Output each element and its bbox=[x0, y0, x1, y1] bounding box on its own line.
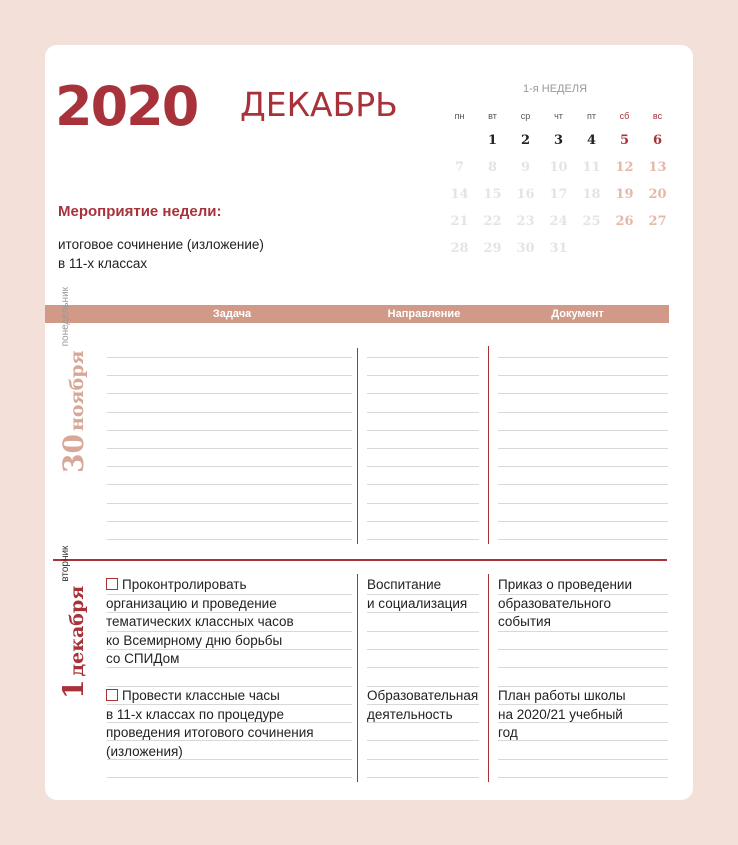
ruled-line bbox=[498, 412, 668, 413]
calendar-day: 29 bbox=[483, 241, 502, 256]
direction-text: деятельность bbox=[367, 706, 453, 722]
task-text: Провести классные часы bbox=[122, 688, 280, 703]
ruled-line bbox=[107, 412, 352, 413]
event-line: в 11-х классах bbox=[58, 256, 148, 271]
ruled-line bbox=[498, 759, 668, 760]
ruled-line bbox=[107, 466, 352, 467]
calendar-day: 1 bbox=[487, 133, 498, 148]
document-text: год bbox=[498, 725, 518, 740]
year-title: 2020 bbox=[55, 75, 198, 138]
document-entry bbox=[498, 576, 632, 632]
document-text: План работы школы bbox=[498, 688, 626, 703]
ruled-line bbox=[367, 430, 479, 431]
ruled-line bbox=[107, 521, 352, 522]
day-month: декабря bbox=[66, 585, 88, 677]
calendar-day: 5 bbox=[619, 133, 630, 148]
ruled-line bbox=[498, 521, 668, 522]
month-title: ДЕКАБРЬ bbox=[240, 85, 398, 124]
ruled-line bbox=[367, 740, 479, 741]
task-text: в 11-х классах по процедуре bbox=[106, 706, 285, 722]
document-text: на 2020/21 учебный bbox=[498, 706, 623, 722]
ruled-line bbox=[367, 667, 479, 668]
planner-card bbox=[45, 45, 693, 800]
ruled-line bbox=[367, 521, 479, 522]
task-entry bbox=[106, 576, 294, 669]
calendar-day: 13 bbox=[648, 160, 667, 175]
column-divider bbox=[357, 574, 358, 782]
task-text: тематических классных часов bbox=[106, 614, 294, 629]
ruled-line bbox=[498, 375, 668, 376]
document-text: образовательного bbox=[498, 595, 611, 611]
calendar-day: 27 bbox=[648, 214, 667, 229]
ruled-line bbox=[367, 393, 479, 394]
calendar-weekday: вт bbox=[488, 111, 497, 121]
task-text: (изложения) bbox=[106, 743, 183, 759]
ruled-line bbox=[367, 539, 479, 540]
ruled-line bbox=[367, 759, 479, 760]
calendar-day: 10 bbox=[549, 160, 568, 175]
ruled-line bbox=[367, 484, 479, 485]
ruled-line bbox=[367, 357, 479, 358]
calendar-day: 16 bbox=[516, 187, 535, 202]
ruled-line bbox=[367, 375, 479, 376]
calendar-weekday: пт bbox=[587, 111, 596, 121]
column-divider bbox=[488, 574, 489, 782]
ruled-line bbox=[498, 777, 668, 778]
ruled-line bbox=[367, 412, 479, 413]
calendar-day: 12 bbox=[615, 160, 634, 175]
calendar-day: 26 bbox=[615, 214, 634, 229]
checkbox-icon[interactable] bbox=[106, 578, 118, 590]
ruled-line bbox=[107, 484, 352, 485]
direction-entry bbox=[367, 687, 478, 724]
ruled-line bbox=[367, 503, 479, 504]
direction-entry bbox=[367, 576, 467, 613]
day-number: 30 bbox=[57, 434, 90, 473]
ruled-line bbox=[498, 357, 668, 358]
calendar-day: 2 bbox=[520, 133, 531, 148]
day-separator bbox=[53, 559, 667, 561]
ruled-line bbox=[367, 631, 479, 632]
column-header-bar bbox=[45, 305, 669, 323]
event-of-week-text bbox=[58, 235, 318, 273]
calendar-day: 6 bbox=[652, 133, 663, 148]
calendar-day: 19 bbox=[615, 187, 634, 202]
task-text: Проконтролировать bbox=[122, 577, 247, 592]
ruled-line bbox=[498, 484, 668, 485]
calendar-day: 3 bbox=[553, 133, 564, 148]
week-label: 1-я НЕДЕЛЯ bbox=[522, 83, 588, 95]
calendar-day: 11 bbox=[582, 160, 601, 175]
ruled-line bbox=[367, 448, 479, 449]
calendar-day: 17 bbox=[549, 187, 568, 202]
column-divider bbox=[357, 348, 358, 544]
calendar-weekday: пн bbox=[454, 111, 465, 121]
ruled-line bbox=[498, 466, 668, 467]
ruled-line bbox=[367, 466, 479, 467]
calendar-weekday: чт bbox=[554, 111, 563, 121]
calendar-day: 9 bbox=[520, 160, 531, 175]
calendar-day: 22 bbox=[483, 214, 502, 229]
checkbox-icon[interactable] bbox=[106, 689, 118, 701]
calendar-day: 28 bbox=[450, 241, 469, 256]
ruled-line bbox=[367, 777, 479, 778]
ruled-line bbox=[107, 357, 352, 358]
ruled-line bbox=[498, 448, 668, 449]
calendar-day: 30 bbox=[516, 241, 535, 256]
task-text: со СПИДом bbox=[106, 651, 180, 666]
column-header-task: Задача bbox=[212, 308, 252, 320]
document-text: события bbox=[498, 614, 551, 629]
calendar-day: 21 bbox=[450, 214, 469, 229]
ruled-line bbox=[107, 539, 352, 540]
task-text: организацию и проведение bbox=[106, 595, 277, 611]
ruled-line bbox=[107, 430, 352, 431]
day-weekday: вторник bbox=[60, 545, 71, 582]
ruled-line bbox=[107, 375, 352, 376]
event-of-week-title: Мероприятие недели: bbox=[58, 203, 222, 220]
calendar-day: 18 bbox=[582, 187, 601, 202]
calendar-weekday: вс bbox=[652, 111, 663, 121]
calendar-weekday: ср bbox=[520, 111, 531, 121]
ruled-line bbox=[107, 448, 352, 449]
mini-calendar bbox=[443, 105, 674, 262]
calendar-day: 20 bbox=[648, 187, 667, 202]
calendar-day: 7 bbox=[454, 160, 465, 175]
calendar-day: 24 bbox=[549, 214, 568, 229]
ruled-line bbox=[107, 777, 352, 778]
column-divider bbox=[488, 346, 489, 544]
calendar-day: 14 bbox=[450, 187, 469, 202]
direction-text: Образовательная bbox=[367, 688, 479, 703]
direction-text: и социализация bbox=[367, 595, 468, 611]
calendar-day: 8 bbox=[487, 160, 498, 175]
ruled-line bbox=[498, 393, 668, 394]
ruled-line bbox=[367, 649, 479, 650]
calendar-day: 15 bbox=[483, 187, 502, 202]
document-entry bbox=[498, 687, 626, 743]
ruled-line bbox=[498, 539, 668, 540]
column-header-direction: Направление bbox=[387, 308, 461, 320]
ruled-line bbox=[107, 503, 352, 504]
calendar-weekday: сб bbox=[619, 111, 630, 121]
task-text: ко Всемирному дню борьбы bbox=[106, 632, 283, 648]
day-weekday: понедельник bbox=[60, 286, 71, 347]
calendar-day: 31 bbox=[549, 241, 568, 256]
event-line: итоговое сочинение (изложение) bbox=[58, 237, 264, 252]
direction-text: Воспитание bbox=[367, 577, 442, 592]
ruled-line bbox=[498, 430, 668, 431]
column-header-document: Документ bbox=[551, 308, 604, 320]
ruled-line bbox=[107, 393, 352, 394]
calendar-day: 23 bbox=[516, 214, 535, 229]
calendar-day: 4 bbox=[586, 133, 597, 148]
ruled-line bbox=[498, 503, 668, 504]
ruled-line bbox=[498, 649, 668, 650]
ruled-line bbox=[498, 667, 668, 668]
document-text: Приказ о проведении bbox=[498, 577, 632, 592]
day-number: 1 bbox=[57, 679, 90, 699]
task-entry bbox=[106, 687, 314, 761]
day-month: ноября bbox=[66, 350, 88, 432]
task-text: проведения итогового сочинения bbox=[106, 725, 314, 740]
calendar-day: 25 bbox=[582, 214, 601, 229]
